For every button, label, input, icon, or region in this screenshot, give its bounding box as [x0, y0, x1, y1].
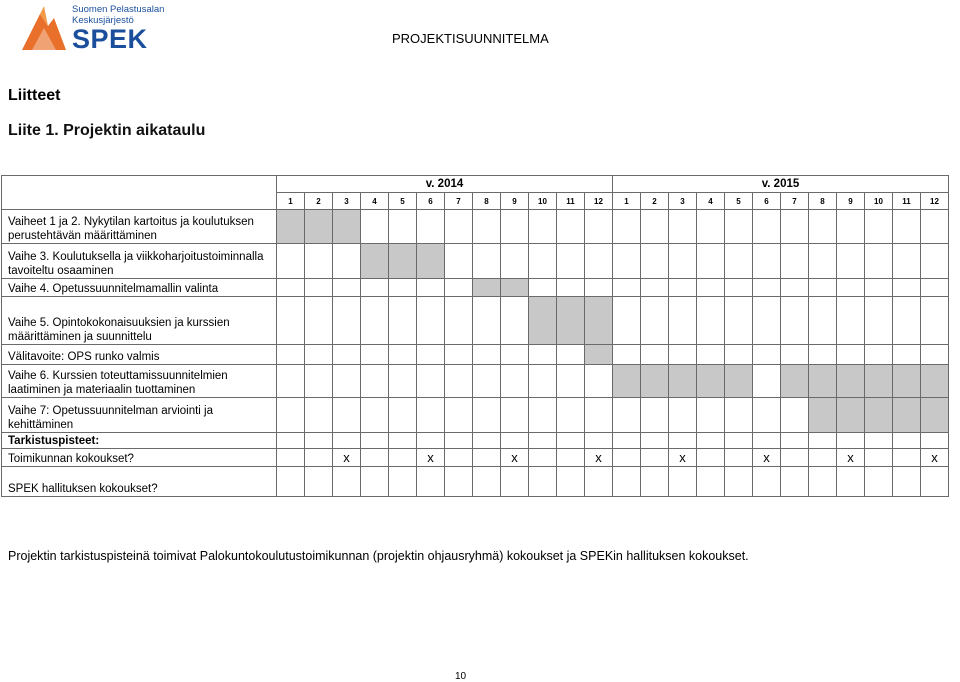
schedule-cell — [837, 210, 865, 244]
schedule-cell — [557, 279, 585, 297]
schedule-bar-cell — [893, 398, 921, 433]
schedule-cell — [501, 398, 529, 433]
schedule-cell — [445, 210, 473, 244]
schedule-cell — [781, 279, 809, 297]
month-header: 2 — [305, 193, 333, 210]
schedule-cell — [613, 210, 641, 244]
schedule-bar-cell — [557, 297, 585, 345]
schedule-cell — [389, 467, 417, 497]
schedule-cell — [389, 398, 417, 433]
schedule-cell — [473, 345, 501, 365]
schedule-cell — [305, 365, 333, 398]
task-label: Vaihe 3. Koulutuksella ja viikkoharjoitustoiminnalla tavoiteltu osaaminen — [2, 244, 277, 279]
schedule-bar-cell — [389, 244, 417, 279]
schedule-cell — [417, 365, 445, 398]
schedule-cell — [389, 433, 417, 449]
schedule-bar-cell — [837, 398, 865, 433]
schedule-cell — [753, 467, 781, 497]
schedule-cell — [361, 467, 389, 497]
month-header: 2 — [641, 193, 669, 210]
schedule-cell — [865, 297, 893, 345]
task-label: Välitavoite: OPS runko valmis — [2, 345, 277, 365]
schedule-row — [2, 345, 949, 365]
schedule-cell — [725, 398, 753, 433]
schedule-cell — [865, 210, 893, 244]
schedule-cell — [641, 345, 669, 365]
schedule-cell — [277, 365, 305, 398]
schedule-cell — [333, 244, 361, 279]
month-header: 1 — [613, 193, 641, 210]
schedule-cell — [389, 345, 417, 365]
schedule-bar-cell — [641, 365, 669, 398]
schedule-bar-cell — [865, 398, 893, 433]
schedule-bar-cell — [865, 365, 893, 398]
schedule-cell — [781, 467, 809, 497]
logo-wordmark: SPEK — [72, 24, 148, 54]
schedule-cell — [417, 398, 445, 433]
schedule-cell — [697, 279, 725, 297]
schedule-cell — [361, 398, 389, 433]
schedule-bar-cell — [669, 365, 697, 398]
month-header: 5 — [389, 193, 417, 210]
schedule-cell — [277, 297, 305, 345]
month-header: 8 — [473, 193, 501, 210]
schedule-cell — [809, 297, 837, 345]
year-header: v. 2015 — [613, 176, 949, 193]
schedule-cell — [725, 433, 753, 449]
schedule-table — [1, 175, 949, 497]
schedule-cell — [865, 467, 893, 497]
schedule-cell — [753, 297, 781, 345]
schedule-cell — [529, 244, 557, 279]
schedule-cell — [753, 433, 781, 449]
schedule-cell — [921, 467, 949, 497]
schedule-bar-cell — [277, 210, 305, 244]
schedule-cell — [529, 467, 557, 497]
schedule-cell — [893, 297, 921, 345]
document-header-title: PROJEKTISUUNNITELMA — [392, 31, 549, 46]
meeting-mark: x — [501, 449, 529, 467]
schedule-cell — [473, 365, 501, 398]
schedule-cell — [305, 345, 333, 365]
schedule-cell — [613, 449, 641, 467]
schedule-cell — [473, 449, 501, 467]
schedule-bar-cell — [809, 365, 837, 398]
schedule-row — [2, 467, 949, 497]
schedule-cell — [501, 297, 529, 345]
schedule-cell — [725, 467, 753, 497]
schedule-cell — [585, 244, 613, 279]
schedule-cell — [893, 345, 921, 365]
schedule-cell — [445, 365, 473, 398]
schedule-cell — [893, 210, 921, 244]
schedule-cell — [333, 297, 361, 345]
schedule-cell — [529, 365, 557, 398]
schedule-cell — [837, 467, 865, 497]
schedule-cell — [893, 279, 921, 297]
schedule-cell — [389, 210, 417, 244]
schedule-cell — [641, 244, 669, 279]
schedule-cell — [361, 449, 389, 467]
schedule-cell — [277, 345, 305, 365]
schedule-cell — [277, 467, 305, 497]
schedule-cell — [669, 244, 697, 279]
footnote-text: Projektin tarkistuspisteinä toimivat Palokuntokoulutustoimikunnan (projektin ohjausryhmä) kokoukset ja SPEKin hallituksen kokoukset. — [8, 549, 749, 563]
month-header: 1 — [277, 193, 305, 210]
task-label: Vaihe 5. Opintokokonaisuuksien ja kurssien määrittäminen ja suunnittelu — [2, 297, 277, 345]
schedule-row — [2, 297, 949, 345]
schedule-row — [2, 210, 949, 244]
schedule-cell — [277, 244, 305, 279]
schedule-cell — [809, 210, 837, 244]
schedule-cell — [585, 433, 613, 449]
schedule-cell — [669, 433, 697, 449]
schedule-cell — [529, 279, 557, 297]
task-label: Toimikunnan kokoukset? — [2, 449, 277, 467]
schedule-cell — [361, 365, 389, 398]
schedule-cell — [669, 467, 697, 497]
schedule-cell — [501, 433, 529, 449]
task-label: Vaihe 4. Opetussuunnitelmamallin valinta — [2, 279, 277, 297]
schedule-cell — [781, 210, 809, 244]
month-header: 3 — [333, 193, 361, 210]
schedule-bar-cell — [417, 244, 445, 279]
schedule-cell — [669, 279, 697, 297]
schedule-row — [2, 398, 949, 433]
schedule-cell — [585, 365, 613, 398]
schedule-cell — [781, 345, 809, 365]
schedule-cell — [893, 433, 921, 449]
schedule-bar-cell — [697, 365, 725, 398]
schedule-cell — [809, 449, 837, 467]
schedule-cell — [333, 365, 361, 398]
flame-logo-icon — [18, 4, 70, 52]
schedule-cell — [809, 279, 837, 297]
corner-cell — [2, 176, 277, 210]
schedule-cell — [305, 398, 333, 433]
meeting-mark: x — [753, 449, 781, 467]
schedule-row — [2, 433, 949, 449]
schedule-row — [2, 449, 949, 467]
schedule-cell — [697, 244, 725, 279]
meeting-mark: x — [669, 449, 697, 467]
task-label: Vaihe 7: Opetussuunnitelman arviointi ja kehittäminen — [2, 398, 277, 433]
schedule-cell — [837, 345, 865, 365]
schedule-cell — [753, 398, 781, 433]
schedule-cell — [697, 210, 725, 244]
schedule-cell — [725, 244, 753, 279]
schedule-cell — [333, 345, 361, 365]
page-number: 10 — [455, 671, 467, 682]
schedule-cell — [445, 244, 473, 279]
section-title: Liitteet — [8, 87, 61, 104]
month-header: 8 — [809, 193, 837, 210]
schedule-cell — [837, 244, 865, 279]
schedule-cell — [893, 244, 921, 279]
schedule-cell — [781, 398, 809, 433]
schedule-cell — [445, 449, 473, 467]
schedule-cell — [473, 398, 501, 433]
schedule-cell — [669, 345, 697, 365]
month-header: 6 — [417, 193, 445, 210]
schedule-cell — [277, 449, 305, 467]
schedule-cell — [809, 467, 837, 497]
task-label: Vaiheet 1 ja 2. Nykytilan kartoitus ja koulutuksen perustehtävän määrittäminen — [2, 210, 277, 244]
schedule-cell — [529, 398, 557, 433]
month-header: 9 — [501, 193, 529, 210]
schedule-cell — [781, 449, 809, 467]
schedule-cell — [445, 467, 473, 497]
schedule-cell — [501, 210, 529, 244]
schedule-cell — [865, 279, 893, 297]
schedule-bar-cell — [529, 297, 557, 345]
schedule-cell — [557, 398, 585, 433]
schedule-cell — [697, 467, 725, 497]
schedule-cell — [445, 345, 473, 365]
schedule-cell — [389, 297, 417, 345]
schedule-cell — [753, 244, 781, 279]
schedule-cell — [529, 449, 557, 467]
schedule-cell — [641, 210, 669, 244]
schedule-cell — [613, 433, 641, 449]
schedule-cell — [417, 467, 445, 497]
schedule-cell — [417, 345, 445, 365]
schedule-bar-cell — [837, 365, 865, 398]
schedule-bar-cell — [725, 365, 753, 398]
schedule-row — [2, 279, 949, 297]
schedule-cell — [725, 210, 753, 244]
schedule-cell — [697, 297, 725, 345]
schedule-cell — [921, 297, 949, 345]
schedule-cell — [305, 467, 333, 497]
schedule-cell — [389, 365, 417, 398]
schedule-cell — [641, 297, 669, 345]
meeting-mark: x — [417, 449, 445, 467]
meeting-mark: x — [837, 449, 865, 467]
schedule-cell — [557, 210, 585, 244]
month-header: 12 — [921, 193, 949, 210]
month-header: 4 — [361, 193, 389, 210]
month-header: 11 — [893, 193, 921, 210]
schedule-cell — [361, 279, 389, 297]
schedule-bar-cell — [613, 365, 641, 398]
schedule-cell — [333, 398, 361, 433]
schedule-cell — [305, 449, 333, 467]
schedule-cell — [277, 433, 305, 449]
schedule-bar-cell — [921, 398, 949, 433]
schedule-row — [2, 365, 949, 398]
task-label: SPEK hallituksen kokoukset? — [2, 467, 277, 497]
schedule-cell — [837, 279, 865, 297]
schedule-cell — [277, 279, 305, 297]
schedule-cell — [753, 210, 781, 244]
schedule-cell — [501, 365, 529, 398]
schedule-cell — [921, 210, 949, 244]
schedule-cell — [697, 449, 725, 467]
logo-org-line1: Suomen Pelastusalan — [72, 4, 165, 15]
schedule-bar-cell — [781, 365, 809, 398]
schedule-bar-cell — [585, 345, 613, 365]
schedule-cell — [865, 433, 893, 449]
schedule-cell — [417, 297, 445, 345]
schedule-cell — [837, 433, 865, 449]
schedule-cell — [893, 449, 921, 467]
schedule-cell — [613, 345, 641, 365]
logo-org-line2: Keskusjärjestö — [72, 15, 134, 26]
schedule-cell — [557, 365, 585, 398]
schedule-cell — [641, 449, 669, 467]
schedule-cell — [529, 433, 557, 449]
schedule-cell — [865, 244, 893, 279]
schedule-cell — [725, 345, 753, 365]
schedule-cell — [557, 467, 585, 497]
schedule-cell — [305, 244, 333, 279]
schedule-cell — [473, 297, 501, 345]
schedule-bar-cell — [473, 279, 501, 297]
month-header: 5 — [725, 193, 753, 210]
schedule-cell — [837, 297, 865, 345]
schedule-cell — [557, 345, 585, 365]
schedule-bar-cell — [893, 365, 921, 398]
schedule-cell — [557, 244, 585, 279]
schedule-cell — [333, 279, 361, 297]
schedule-cell — [697, 345, 725, 365]
schedule-cell — [361, 297, 389, 345]
schedule-cell — [585, 210, 613, 244]
schedule-cell — [753, 279, 781, 297]
schedule-cell — [557, 433, 585, 449]
schedule-cell — [445, 297, 473, 345]
schedule-cell — [305, 433, 333, 449]
schedule-cell — [641, 398, 669, 433]
schedule-bar-cell — [501, 279, 529, 297]
schedule-cell — [417, 279, 445, 297]
schedule-cell — [921, 244, 949, 279]
task-label: Vaihe 6. Kurssien toteuttamissuunnitelmien laatiminen ja materiaalin tuottaminen — [2, 365, 277, 398]
meeting-mark: x — [333, 449, 361, 467]
month-header: 3 — [669, 193, 697, 210]
year-header: v. 2014 — [277, 176, 613, 193]
month-header: 11 — [557, 193, 585, 210]
schedule-cell — [585, 398, 613, 433]
schedule-cell — [921, 433, 949, 449]
schedule-cell — [473, 467, 501, 497]
schedule-cell — [809, 433, 837, 449]
schedule-cell — [697, 398, 725, 433]
schedule-cell — [893, 467, 921, 497]
schedule-cell — [697, 433, 725, 449]
schedule-cell — [669, 398, 697, 433]
schedule-cell — [725, 297, 753, 345]
schedule-cell — [333, 433, 361, 449]
month-header: 9 — [837, 193, 865, 210]
meeting-mark: x — [921, 449, 949, 467]
schedule-cell — [613, 398, 641, 433]
schedule-cell — [361, 433, 389, 449]
month-header: 4 — [697, 193, 725, 210]
schedule-cell — [809, 244, 837, 279]
month-header: 6 — [753, 193, 781, 210]
schedule-cell — [445, 279, 473, 297]
schedule-cell — [753, 345, 781, 365]
schedule-cell — [473, 244, 501, 279]
schedule-cell — [277, 398, 305, 433]
schedule-cell — [921, 345, 949, 365]
schedule-cell — [305, 297, 333, 345]
schedule-cell — [865, 345, 893, 365]
schedule-cell — [613, 279, 641, 297]
schedule-cell — [529, 345, 557, 365]
schedule-cell — [445, 398, 473, 433]
schedule-bar-cell — [361, 244, 389, 279]
schedule-cell — [501, 244, 529, 279]
schedule-cell — [585, 467, 613, 497]
schedule-cell — [501, 467, 529, 497]
schedule-row — [2, 244, 949, 279]
schedule-cell — [557, 449, 585, 467]
schedule-cell — [613, 244, 641, 279]
schedule-cell — [417, 433, 445, 449]
schedule-cell — [473, 210, 501, 244]
month-header: 10 — [865, 193, 893, 210]
schedule-cell — [417, 210, 445, 244]
appendix-title: Liite 1. Projektin aikataulu — [8, 122, 206, 139]
schedule-cell — [781, 244, 809, 279]
schedule-cell — [781, 433, 809, 449]
schedule-cell — [725, 449, 753, 467]
schedule-cell — [585, 279, 613, 297]
schedule-cell — [613, 467, 641, 497]
month-header: 12 — [585, 193, 613, 210]
schedule-cell — [333, 467, 361, 497]
schedule-cell — [641, 467, 669, 497]
schedule-cell — [669, 210, 697, 244]
task-label: Tarkistuspisteet: — [2, 433, 277, 449]
schedule-cell — [389, 279, 417, 297]
schedule-cell — [921, 279, 949, 297]
schedule-bar-cell — [809, 398, 837, 433]
schedule-cell — [613, 297, 641, 345]
schedule-cell — [865, 449, 893, 467]
schedule-cell — [641, 279, 669, 297]
schedule-cell — [361, 210, 389, 244]
schedule-cell — [753, 365, 781, 398]
schedule-bar-cell — [921, 365, 949, 398]
schedule-bar-cell — [333, 210, 361, 244]
schedule-cell — [529, 210, 557, 244]
schedule-bar-cell — [585, 297, 613, 345]
schedule-cell — [305, 279, 333, 297]
month-header: 7 — [781, 193, 809, 210]
schedule-cell — [501, 345, 529, 365]
schedule-cell — [389, 449, 417, 467]
schedule-cell — [473, 433, 501, 449]
month-header: 7 — [445, 193, 473, 210]
schedule-cell — [809, 345, 837, 365]
meeting-mark: x — [585, 449, 613, 467]
schedule-cell — [641, 433, 669, 449]
schedule-cell — [725, 279, 753, 297]
schedule-bar-cell — [305, 210, 333, 244]
spek-logo — [18, 4, 165, 54]
schedule-cell — [669, 297, 697, 345]
schedule-cell — [781, 297, 809, 345]
schedule-cell — [445, 433, 473, 449]
month-header: 10 — [529, 193, 557, 210]
schedule-cell — [361, 345, 389, 365]
